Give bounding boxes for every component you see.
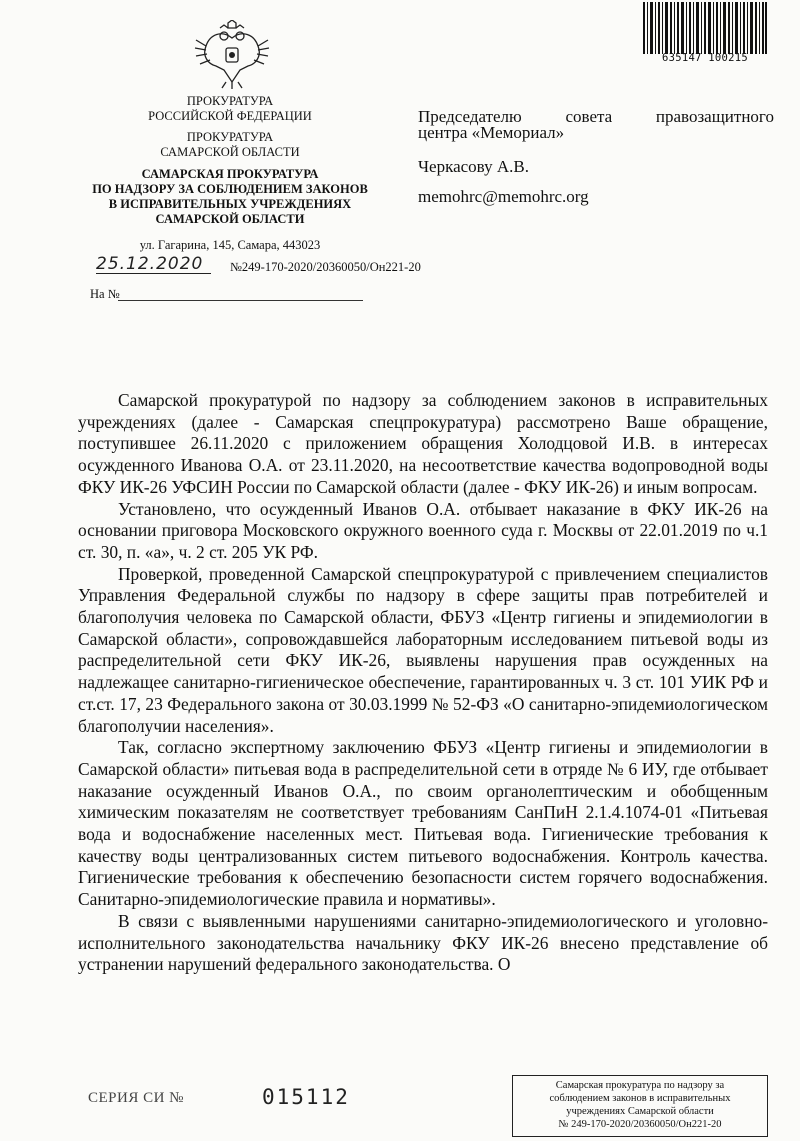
org-name-line: САМАРСКОЙ ОБЛАСТИ [160, 145, 300, 159]
sender-address: ул. Гагарина, 145, Самара, 443023 [139, 238, 321, 252]
org-name-bold: САМАРСКАЯ ПРОКУРАТУРА [141, 167, 319, 181]
registration-stamp [512, 1075, 768, 1137]
addressee-email: memohrc@memohrc.org [418, 187, 589, 206]
org-name-line: ПРОКУРАТУРА [186, 130, 274, 144]
org-name-line: РОССИЙСКОЙ ФЕДЕРАЦИИ [148, 109, 312, 123]
stamp-line: соблюдением законов в исправительных [549, 1093, 731, 1104]
body-paragraph: Самарской прокуратурой по надзору за соблюдением законов в исправительных учреждениях (далее - Самарская спецпрокуратура) рассмотрено Ваше обращение, поступившее 26.11.2020 с приложением обращения Холодцовой И.В. в интересах осужденного Иванова О.А. от 23.11.2020, на несоответствие качества водопроводной воды ФКУ ИК-26 УФСИН России по Самарской области (далее - ФКУ ИК-26) и иным вопросам. [78, 390, 768, 497]
series-label: СЕРИЯ СИ № [88, 1090, 184, 1106]
org-name-bold: САМАРСКОЙ ОБЛАСТИ [155, 212, 305, 226]
addressee-word: правозащитного [655, 107, 774, 126]
addressee-word: Председателю [418, 107, 522, 126]
org-name-bold: ПО НАДЗОРУ ЗА СОБЛЮДЕНИЕМ ЗАКОНОВ [92, 182, 368, 196]
stamp-line: Самарская прокуратура по надзору за [555, 1080, 725, 1091]
addressee-word: совета [565, 107, 613, 126]
org-name-line: ПРОКУРАТУРА [186, 94, 274, 108]
outgoing-number: №249-170-2020/20360050/Он221-20 [230, 260, 421, 274]
serial-number: 015112 [262, 1085, 350, 1109]
coat-of-arms-icon [192, 20, 272, 90]
barcode-icon [643, 2, 767, 54]
stamp-line: № 249-170-2020/20360050/Он221-20 [558, 1119, 722, 1130]
addressee-name: Черкасову А.В. [418, 157, 529, 176]
handwritten-date: 25.12.2020 [96, 254, 204, 274]
letter-body [78, 390, 768, 976]
barcode-number: 635147 100215 [661, 52, 749, 64]
body-paragraph: Установлено, что осужденный Иванов О.А. отбывает наказание в ФКУ ИК-26 на основании приговора Московского окружного военного суда г. Москвы от 22.01.2019 по ч.1 ст. 30, п. «а», ч. 2 ст. 205 УК РФ. [78, 498, 768, 562]
stamp-line: учреждениях Самарской области [566, 1106, 714, 1117]
body-paragraph: Так, согласно экспертному заключению ФБУЗ «Центр гигиены и эпидемиологии в Самарской области» питьевая вода в распределительной сети в отряде № 6 ИУ, где отбывает наказание осужденный Иванов О.А., по своим органолептическим и обобщенным химическим показателям не соответствует требованиям СанПиН 2.1.4.1074-01 «Питьевая вода и водоснабжение населенных мест. Питьевая вода. Гигиенические требования к качеству воды централизованных систем питьевого водоснабжения. Контроль качества. Гигиенические требования к обеспечению безопасности систем горячего водоснабжения. Санитарно-эпидемиологические правила и нормативы». [78, 737, 768, 910]
body-paragraph: Проверкой, проведенной Самарской спецпрокуратурой с привлечением специалистов Управления Федеральной службы по надзору в сфере защиты прав потребителей и благополучия человека по Самарской области, ФБУЗ «Центр гигиены и эпидемиологии в Самарской области», сопровождавшейся лабораторным исследованием питьевой воды из распределительной сети ФКУ ИК-26, выявлены нарушения прав осужденных на надлежащее санитарно-гигиеническое обеспечение, гарантированных ч. 3 ст. 101 УИК РФ и ст.ст. 17, 23 Федерального закона от 30.03.1999 № 52-ФЗ «О санитарно-эпидемиологическом благополучии населения». [78, 563, 768, 736]
in-reply-blank-line [118, 300, 363, 301]
org-name-bold: В ИСПРАВИТЕЛЬНЫХ УЧРЕЖДЕНИЯХ [108, 197, 352, 211]
body-paragraph: В связи с выявленными нарушениями санитарно-эпидемиологического и уголовно-исполнительного законодательства начальнику ФКУ ИК-26 внесено представление об устранении нарушений федерального законодательства. О [78, 910, 768, 975]
addressee-title-line2: центра «Мемориал» [418, 123, 565, 142]
in-reply-label: На № [90, 287, 120, 301]
